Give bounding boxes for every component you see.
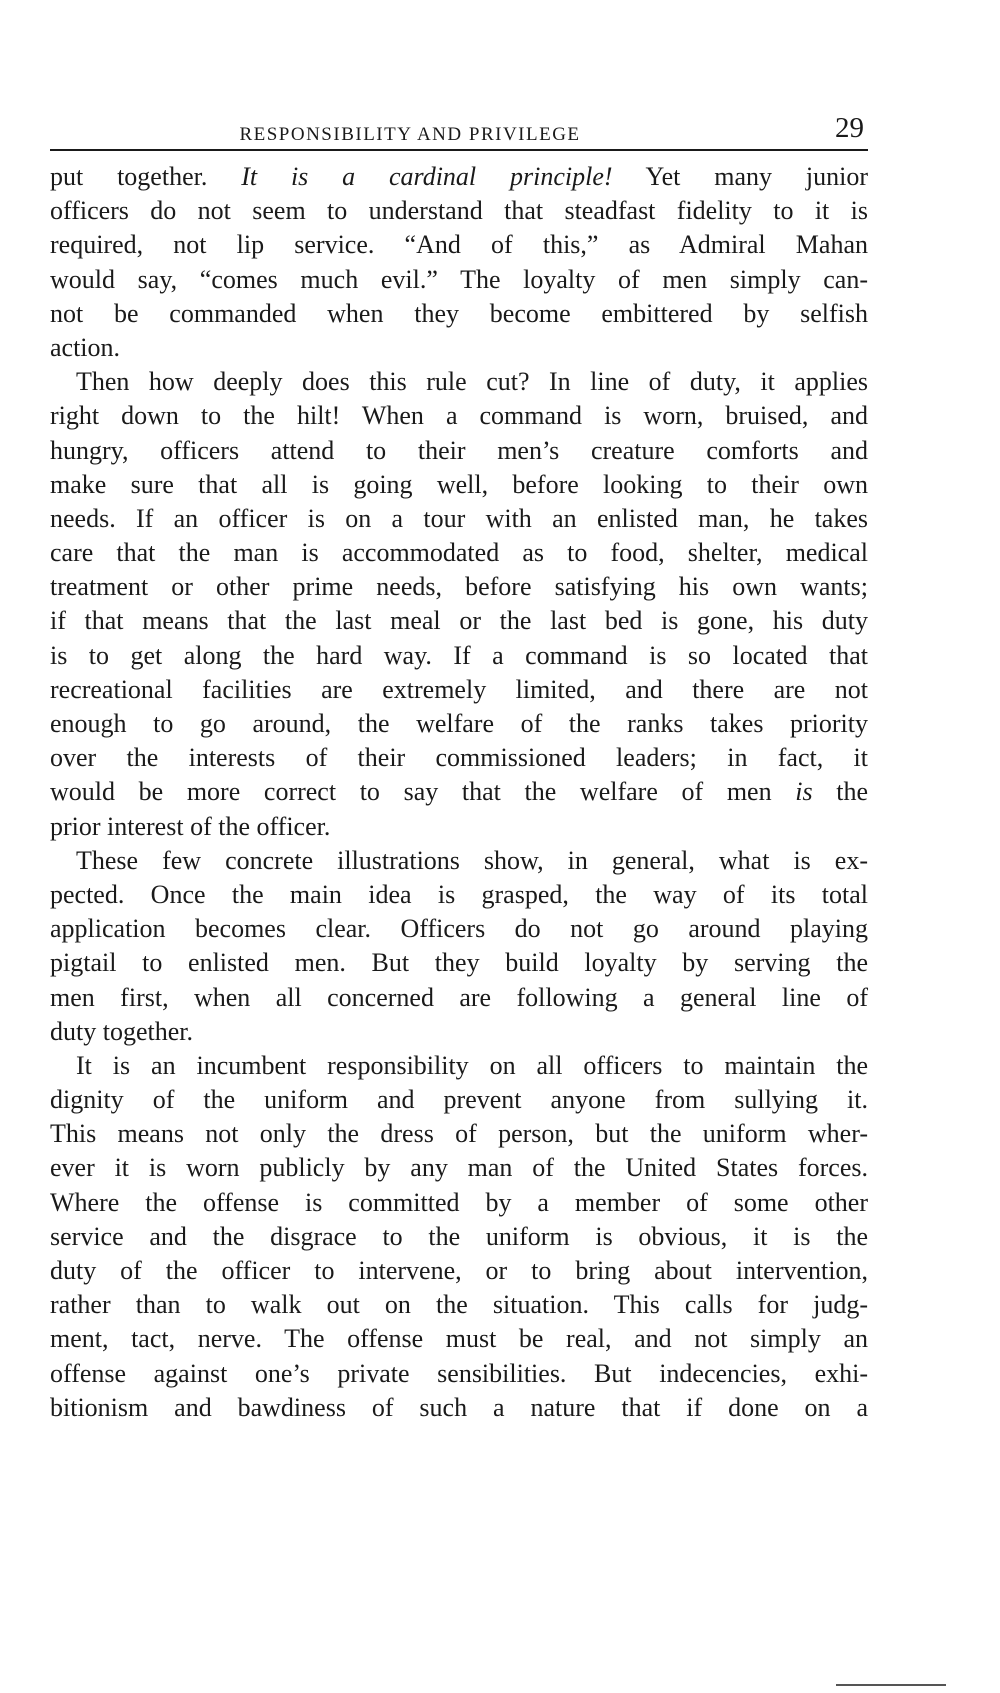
text-line: would say, “comes much evil.” The loyalty of men simply can- — [50, 264, 868, 294]
header-rule — [50, 149, 868, 151]
text-line: put together. It is a cardinal principle! Yet many junior — [50, 162, 868, 191]
body-text — [50, 160, 868, 1425]
text-line: needs. If an officer is on a tour with an enlisted man, he takes — [50, 503, 868, 533]
text-line: officers do not seem to understand that steadfast fidelity to it is — [50, 196, 868, 226]
footer-rule — [836, 1684, 946, 1686]
text-line: make sure that all is going well, before looking to their own — [50, 469, 868, 499]
text-line: It is an incumbent responsibility on all officers to maintain the — [76, 1050, 868, 1080]
text-line: right down to the hilt! When a command is worn, bruised, and — [50, 401, 868, 431]
emphasis-text: It is a cardinal principle! — [241, 162, 613, 191]
text-line: if that means that the last meal or the last bed is gone, his duty — [50, 606, 868, 636]
text-line: These few concrete illustrations show, in general, what is ex- — [76, 845, 868, 875]
text-line: duty together. — [50, 1016, 193, 1046]
text-line: treatment or other prime needs, before satisfying his own wants; — [50, 572, 868, 602]
text-line: This means not only the dress of person, but the uniform wher- — [50, 1119, 868, 1149]
text-line: dignity of the uniform and prevent anyone from sullying it. — [50, 1085, 868, 1115]
text-line: hungry, officers attend to their men’s creature comforts and — [50, 435, 868, 465]
text-line: over the interests of their commissioned leaders; in fact, it — [50, 743, 868, 773]
text-line: care that the man is accommodated as to food, shelter, medical — [50, 538, 868, 568]
text-line: duty of the officer to intervene, or to bring about intervention, — [50, 1256, 868, 1285]
text-line: action. — [50, 332, 121, 362]
running-title: RESPONSIBILITY AND PRIVILEGE — [239, 124, 581, 145]
text-line: prior interest of the officer. — [50, 811, 331, 841]
paragraph — [50, 844, 868, 1049]
paragraph — [50, 365, 868, 844]
text-line: ment, tact, nerve. The offense must be real, and not simply an — [50, 1324, 868, 1354]
page-number: 29 — [835, 112, 864, 144]
text-line: offense against one’s private sensibilities. But indecencies, exhi- — [50, 1358, 868, 1388]
text-line: service and the disgrace to the uniform is obvious, it is the — [50, 1221, 868, 1251]
text-line: application becomes clear. Officers do not go around playing — [50, 914, 868, 944]
text-line: not be commanded when they become embittered by selfish — [50, 298, 868, 328]
text-line: pigtail to enlisted men. But they build loyalty by serving the — [50, 948, 868, 978]
text-line: would be more correct to say that the welfare of men is the — [50, 777, 868, 807]
text-line: is to get along the hard way. If a command is so located that — [50, 640, 868, 670]
text-line: enough to go around, the welfare of the ranks takes priority — [50, 709, 868, 738]
text-line: Where the offense is committed by a member of some other — [50, 1187, 868, 1217]
text-line: recreational facilities are extremely limited, and there are not — [50, 674, 868, 704]
text-line: bitionism and bawdiness of such a nature that if done on a — [50, 1392, 868, 1422]
emphasis-text: is — [795, 777, 813, 807]
paragraph — [50, 160, 868, 365]
page-header — [50, 112, 868, 146]
text-line: ever it is worn publicly by any man of the United States forces. — [50, 1153, 868, 1183]
book-page — [50, 0, 868, 1693]
text-line: rather than to walk out on the situation. This calls for judg- — [50, 1290, 868, 1320]
text-line: required, not lip service. “And of this,” as Admiral Mahan — [50, 230, 868, 260]
text-line: Then how deeply does this rule cut? In line of duty, it applies — [76, 367, 868, 397]
text-line: pected. Once the main idea is grasped, the way of its total — [50, 879, 868, 909]
paragraph — [50, 1049, 868, 1425]
text-line: men first, when all concerned are following a general line of — [50, 982, 868, 1012]
